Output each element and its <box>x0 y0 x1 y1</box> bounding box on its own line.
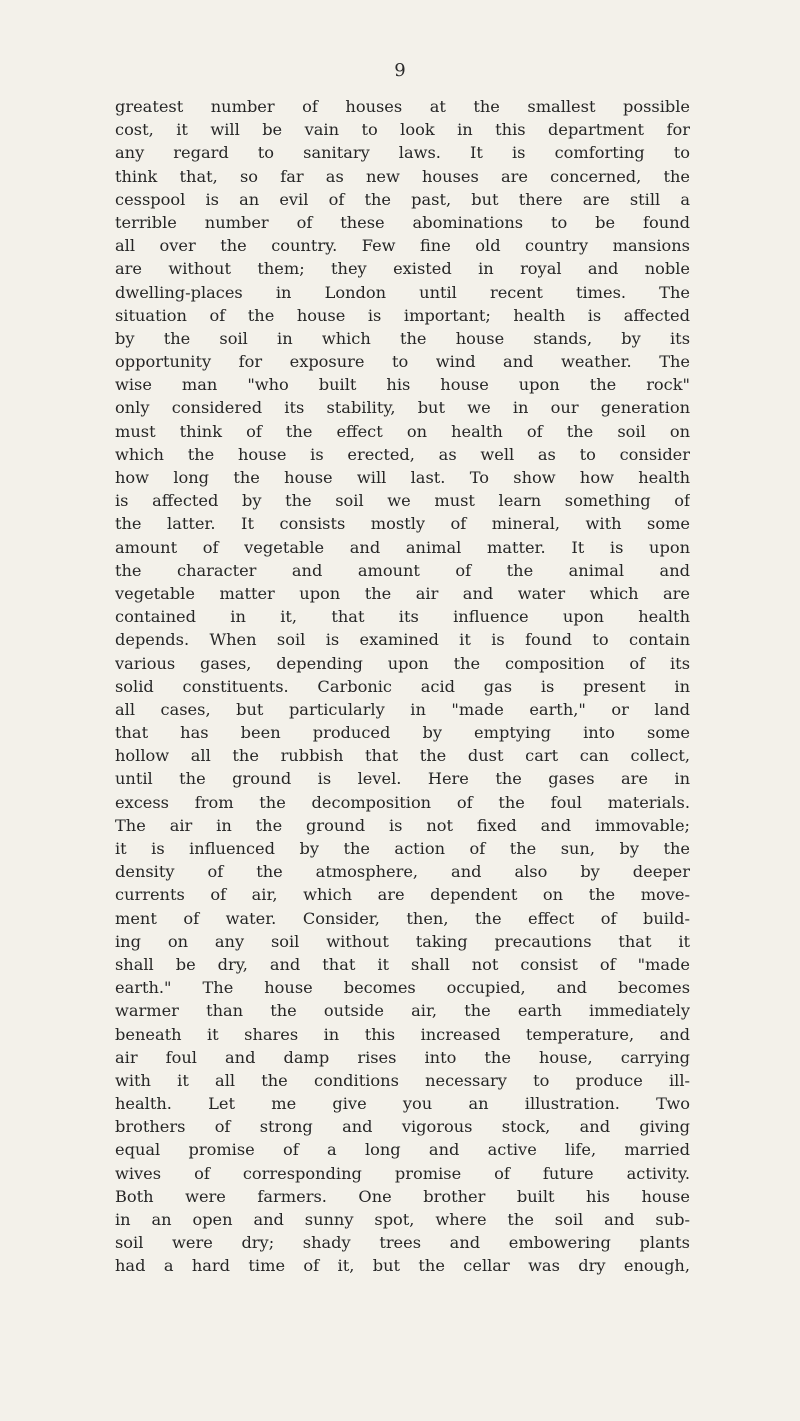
text-line: hollow all the rubbish that the dust cart can collect, <box>115 746 690 766</box>
text-line: currents of air, which are dependent on the move- <box>115 885 690 905</box>
text-line: wise man "who built his house upon the rock" <box>115 375 690 395</box>
text-line: ing on any soil without taking precautions that it <box>115 931 690 951</box>
text-line: soil were dry; shady trees and embowering plants <box>115 1233 690 1253</box>
text-line: equal promise of a long and active life, married <box>115 1140 690 1160</box>
text-line: brothers of strong and vigorous stock, and giving <box>115 1117 690 1137</box>
text-line: must think of the effect on health of the soil on <box>115 421 690 441</box>
text-line: various gases, depending upon the composition of its <box>115 653 690 673</box>
text-line: are without them; they existed in royal and noble <box>115 259 690 279</box>
text-line: cesspool is an evil of the past, but there are still a <box>115 189 690 209</box>
text-line: contained in it, that its influence upon health <box>115 607 690 627</box>
text-line: earth." The house becomes occupied, and becomes <box>115 978 690 998</box>
text-line: cost, it will be vain to look in this department for <box>115 120 690 140</box>
text-line: The air in the ground is not fixed and immovable; <box>115 815 690 835</box>
text-line: solid constituents. Carbonic acid gas is present in <box>115 676 690 696</box>
text-line: health. Let me give you an illustration. Two <box>115 1094 690 1114</box>
text-line: all over the country. Few fine old country mansions <box>115 236 690 256</box>
text-line: shall be dry, and that it shall not consist of "made <box>115 954 690 974</box>
text-line: ment of water. Consider, then, the effect of build- <box>115 908 690 928</box>
text-line: the character and amount of the animal and <box>115 560 690 580</box>
text-line: vegetable matter upon the air and water which are <box>115 583 690 603</box>
text-line: amount of vegetable and animal matter. It is upon <box>115 537 690 557</box>
text-line: by the soil in which the house stands, by its <box>115 328 690 348</box>
text-line: warmer than the outside air, the earth immediately <box>115 1001 690 1021</box>
text-line: any regard to sanitary laws. It is comforting to <box>115 143 690 163</box>
text-line: had a hard time of it, but the cellar was dry enough, <box>115 1256 690 1276</box>
text-line: wives of corresponding promise of future activity. <box>115 1163 690 1183</box>
text-line: that has been produced by emptying into some <box>115 723 690 743</box>
text-line: with it all the conditions necessary to produce ill- <box>115 1070 690 1090</box>
text-line: terrible number of these abominations to be found <box>115 212 690 232</box>
text-line: dwelling-places in London until recent times. The <box>115 282 690 302</box>
text-line: depends. When soil is examined it is found to contain <box>115 630 690 650</box>
text-line: density of the atmosphere, and also by deeper <box>115 862 690 882</box>
page-number: 9 <box>394 60 406 81</box>
text-line: all cases, but particularly in "made earth," or land <box>115 699 690 719</box>
text-line: until the ground is level. Here the gases are in <box>115 769 690 789</box>
text-line: air foul and damp rises into the house, carrying <box>115 1047 690 1067</box>
text-line: the latter. It consists mostly of mineral, with some <box>115 514 690 534</box>
text-line: it is influenced by the action of the sun, by the <box>115 839 690 858</box>
text-line: which the house is erected, as well as to consider <box>115 444 690 464</box>
text-line: in an open and sunny spot, where the soil and sub- <box>115 1210 690 1229</box>
text-line: opportunity for exposure to wind and weather. The <box>115 352 690 372</box>
text-line: situation of the house is important; health is affected <box>115 305 690 325</box>
text-line: only considered its stability, but we in our generation <box>115 398 690 418</box>
text-line: beneath it shares in this increased temperature, and <box>115 1024 690 1044</box>
body-text <box>115 95 690 1278</box>
text-line: is affected by the soil we must learn something of <box>115 491 690 511</box>
text-line: think that, so far as new houses are concerned, the <box>115 166 690 186</box>
text-line: greatest number of houses at the smallest possible <box>115 97 690 116</box>
text-line: excess from the decomposition of the foul materials. <box>115 792 690 812</box>
text-line: how long the house will last. To show how health <box>115 468 690 487</box>
text-line: Both were farmers. One brother built his house <box>115 1186 690 1206</box>
